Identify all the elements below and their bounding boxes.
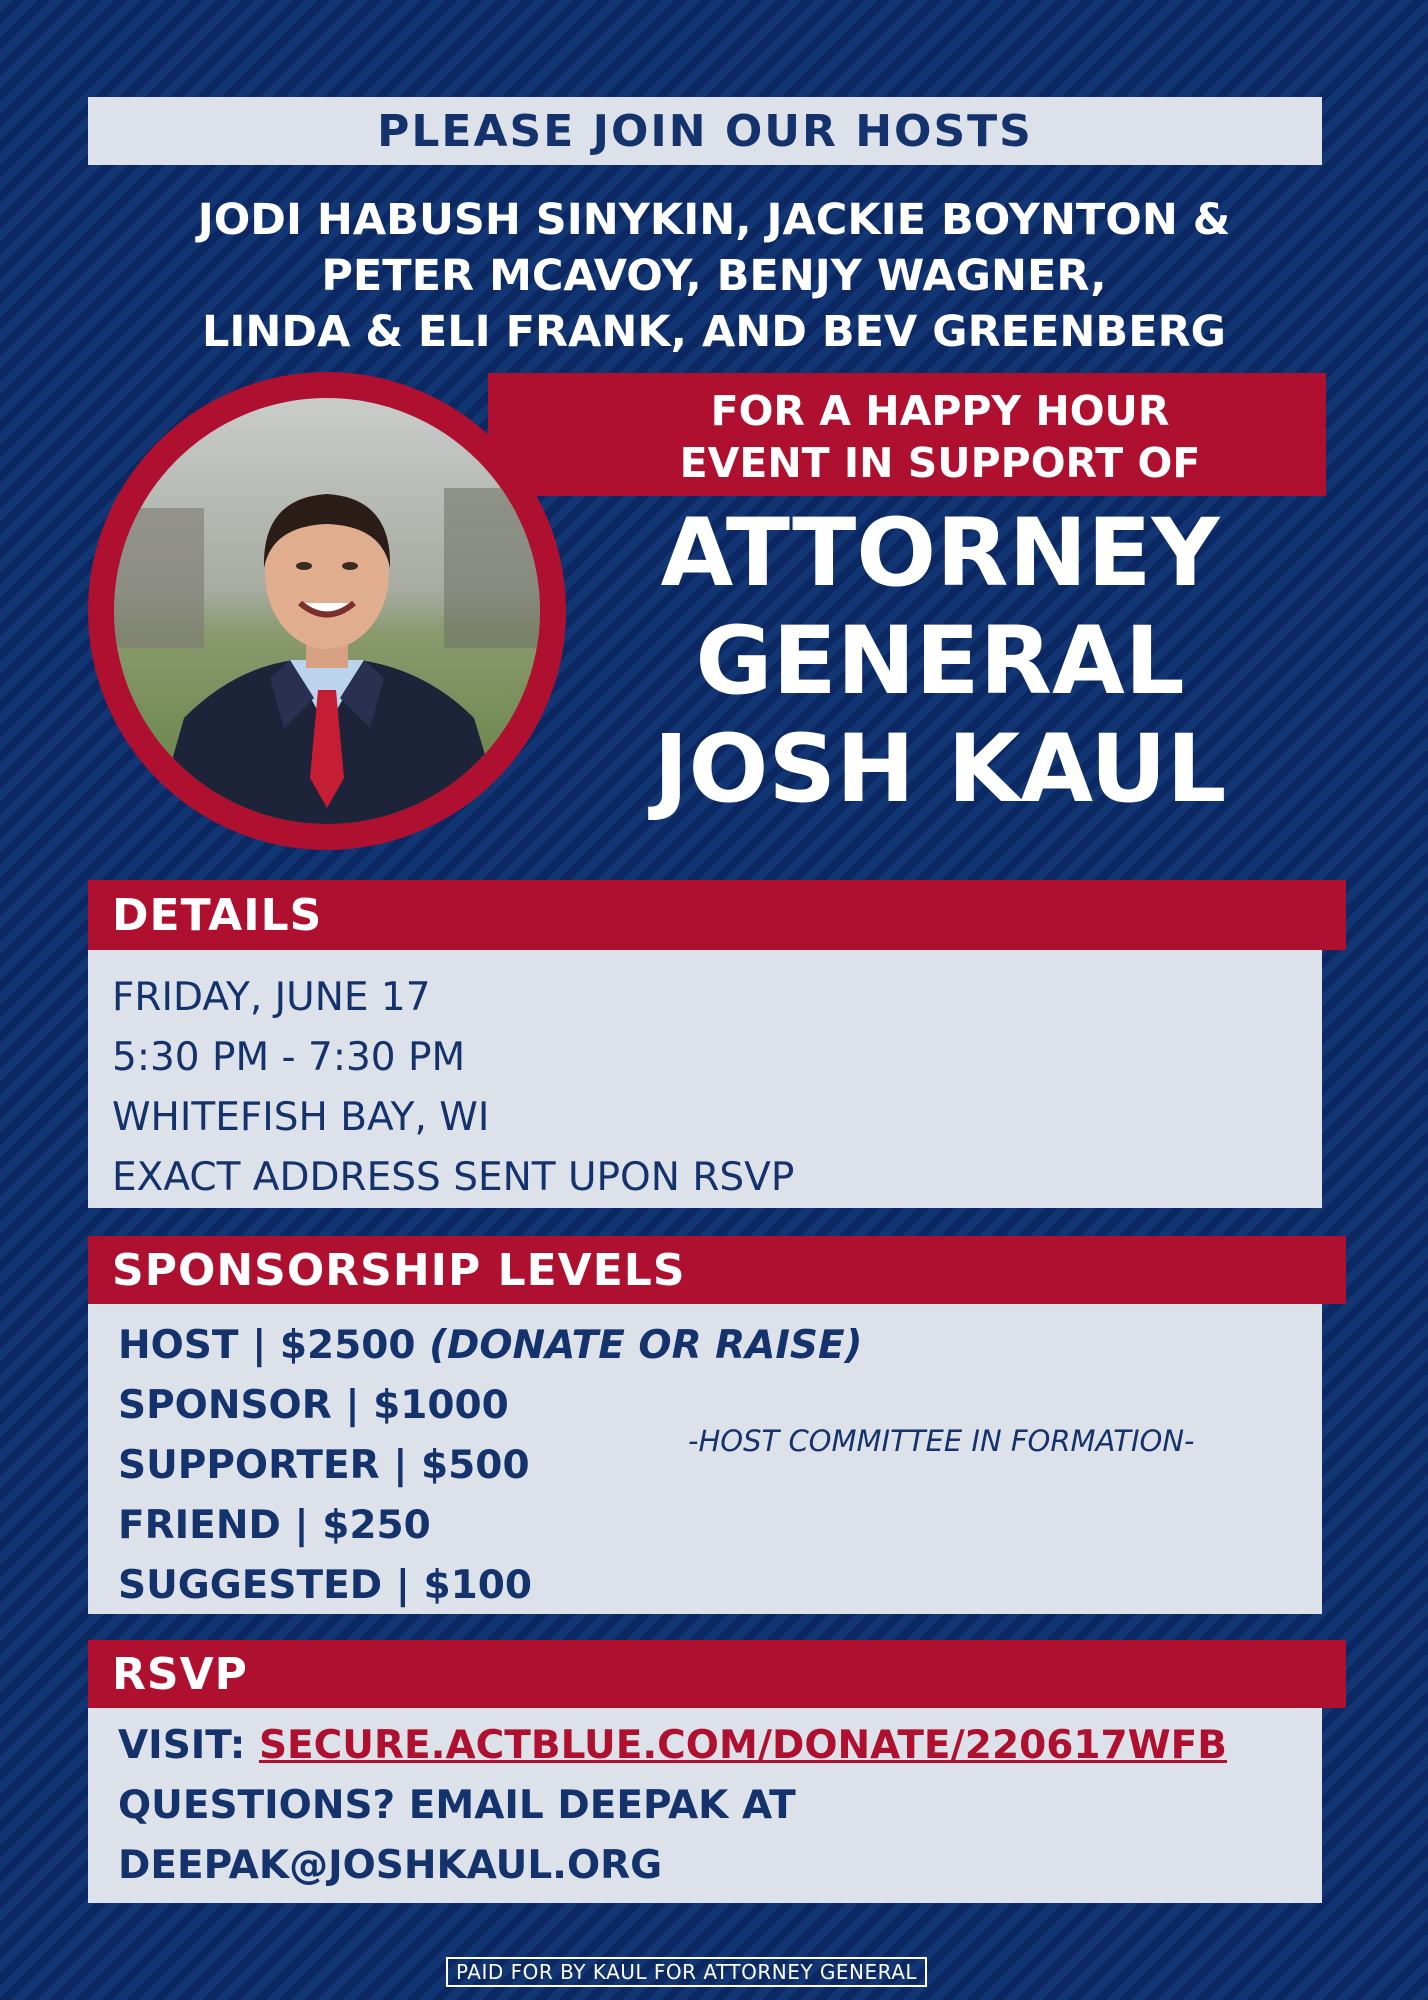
rsvp-email[interactable]: DEEPAK@JOSHKAUL.ORG (118, 1843, 663, 1888)
sponsorship-level-note: (DONATE OR RAISE) (429, 1323, 863, 1368)
candidate-photo (114, 398, 540, 824)
sponsorship-heading (88, 1236, 1346, 1304)
hosts-intro-text: PLEASE JOIN OUR HOSTS (377, 105, 1033, 157)
rsvp-heading (88, 1640, 1346, 1708)
details-date: FRIDAY, JUNE 17 (112, 975, 431, 1020)
candidate-line: GENERAL (695, 607, 1185, 716)
host-names-line: JODI HABUSH SINYKIN, JACKIE BOYNTON & (197, 195, 1231, 245)
rsvp-visit-line (118, 1716, 1322, 1776)
rsvp-panel (88, 1708, 1322, 1903)
host-committee-note: -HOST COMMITTEE IN FORMATION- (688, 1424, 1195, 1458)
paid-for-disclaimer: PAID FOR BY KAUL FOR ATTORNEY GENERAL (446, 1957, 927, 1987)
sponsorship-level-label: SUPPORTER | $500 (118, 1443, 530, 1488)
sponsorship-level (118, 1316, 1322, 1376)
host-names-line: LINDA & ELI FRANK, AND BEV GREENBERG (202, 307, 1226, 357)
details-heading (88, 880, 1346, 950)
sponsorship-panel (88, 1304, 1322, 1614)
event-text (600, 385, 1280, 489)
sponsorship-level-label: SPONSOR | $1000 (118, 1383, 509, 1428)
candidate-line: JOSH KAUL (653, 715, 1227, 824)
host-names (100, 192, 1328, 360)
details-panel (88, 950, 1322, 1208)
sponsorship-level (118, 1556, 1322, 1616)
sponsorship-level-label: HOST | $2500 (118, 1323, 416, 1368)
candidate-name (560, 500, 1320, 824)
event-line: EVENT IN SUPPORT OF (679, 439, 1201, 487)
details-address-note: EXACT ADDRESS SENT UPON RSVP (112, 1155, 795, 1200)
rsvp-questions: QUESTIONS? EMAIL DEEPAK AT (118, 1783, 796, 1828)
sponsorship-heading-text: SPONSORSHIP LEVELS (112, 1244, 686, 1296)
rsvp-visit-label: VISIT: (118, 1723, 246, 1768)
event-line: FOR A HAPPY HOUR (710, 387, 1170, 435)
actblue-link[interactable]: SECURE.ACTBLUE.COM/DONATE/220617WFB (258, 1723, 1228, 1768)
hosts-intro-banner (88, 97, 1322, 165)
host-names-line: PETER MCAVOY, BENJY WAGNER, (321, 251, 1107, 301)
rsvp-heading-text: RSVP (112, 1648, 248, 1700)
details-location: WHITEFISH BAY, WI (112, 1095, 490, 1140)
details-heading-text: DETAILS (112, 889, 323, 941)
details-time: 5:30 PM - 7:30 PM (112, 1035, 466, 1080)
sponsorship-level (118, 1496, 1322, 1556)
sponsorship-level-label: FRIEND | $250 (118, 1503, 431, 1548)
sponsorship-level-label: SUGGESTED | $100 (118, 1563, 533, 1608)
candidate-line: ATTORNEY (660, 499, 1220, 608)
